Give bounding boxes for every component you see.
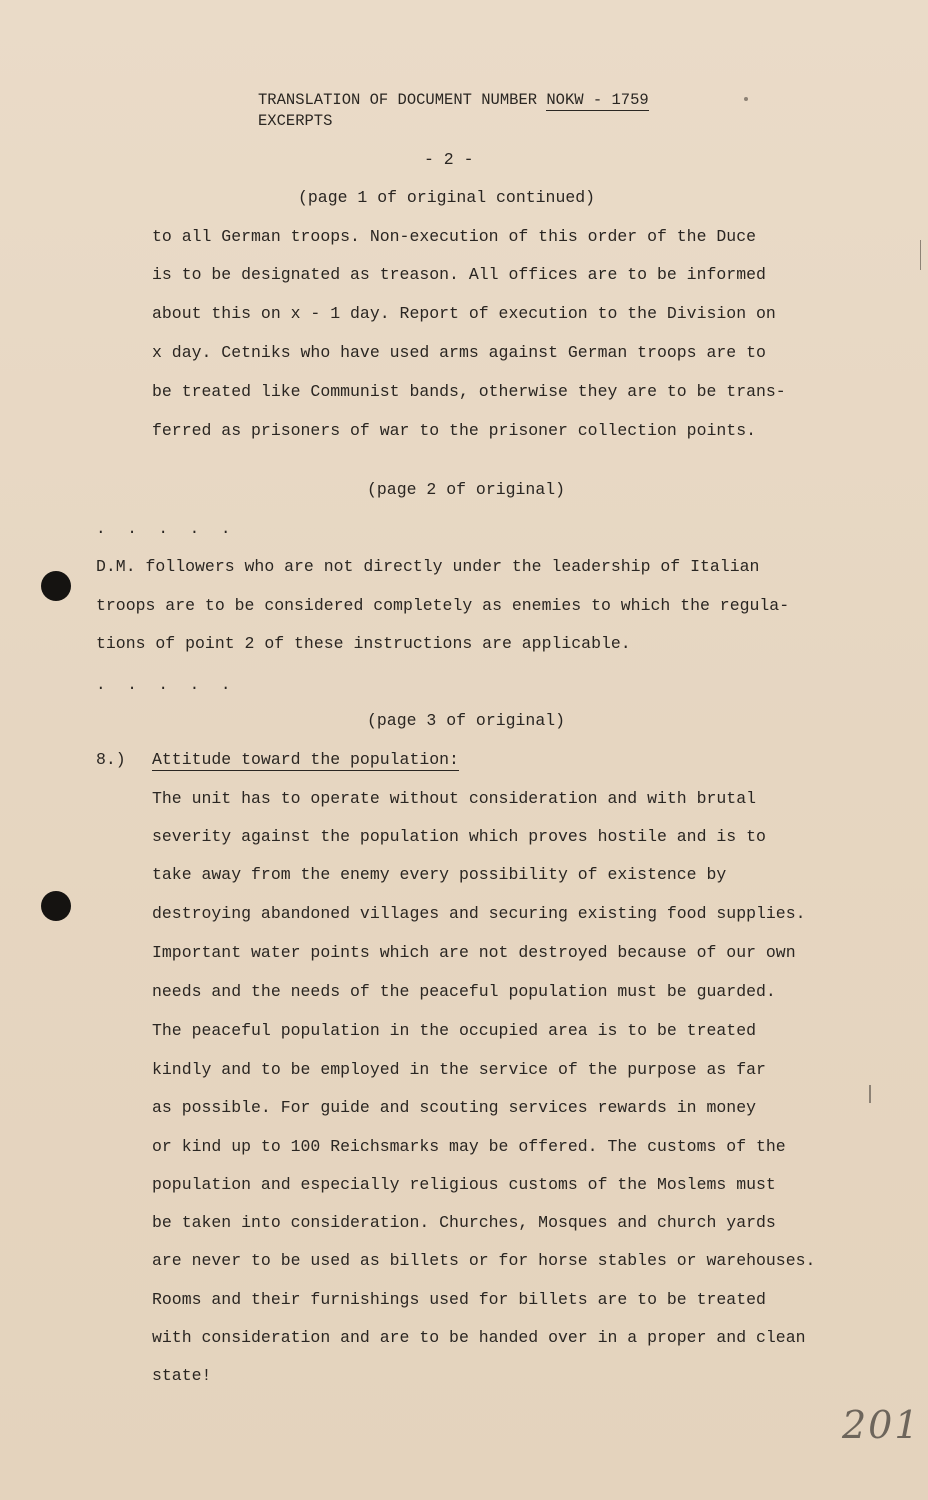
ellipsis-marker: . . . . . bbox=[96, 520, 237, 538]
text-line: population and especially religious customs of the Moslems must bbox=[152, 1175, 776, 1194]
text-line: tions of point 2 of these instructions are applicable. bbox=[96, 634, 631, 653]
text-line: as possible. For guide and scouting services rewards in money bbox=[152, 1098, 756, 1117]
text-line: ferred as prisoners of war to the prisoner collection points. bbox=[152, 421, 756, 440]
text-line: The unit has to operate without consideration and with brutal bbox=[152, 789, 756, 808]
text-line: or kind up to 100 Reichsmarks may be offered. The customs of the bbox=[152, 1137, 786, 1156]
text-line: kindly and to be employed in the service of the purpose as far bbox=[152, 1060, 766, 1079]
text-line: troops are to be considered completely as enemies to which the regula- bbox=[96, 596, 790, 615]
text-line: Rooms and their furnishings used for billets are to be treated bbox=[152, 1290, 766, 1309]
text-line: destroying abandoned villages and securing existing food supplies. bbox=[152, 904, 806, 923]
ink-mark bbox=[869, 1085, 871, 1103]
text-line: x day. Cetniks who have used arms against German troops are to bbox=[152, 343, 766, 362]
text-line: severity against the population which proves hostile and is to bbox=[152, 827, 766, 846]
text-line: needs and the needs of the peaceful population must be guarded. bbox=[152, 982, 776, 1001]
header-line-1 bbox=[258, 91, 649, 109]
section-heading: (page 2 of original) bbox=[367, 480, 566, 499]
punch-hole-bottom bbox=[41, 891, 71, 921]
ink-mark bbox=[920, 240, 921, 270]
document-number: NOKW - 1759 bbox=[546, 91, 649, 109]
text-line: are never to be used as billets or for horse stables or warehouses. bbox=[152, 1251, 816, 1270]
item-title-text: Attitude toward the population: bbox=[152, 750, 459, 769]
text-line: be treated like Communist bands, otherwise they are to be trans- bbox=[152, 382, 786, 401]
punch-hole-top bbox=[41, 571, 71, 601]
text-line: be taken into consideration. Churches, Mosques and church yards bbox=[152, 1213, 776, 1232]
header-excerpts: EXCERPTS bbox=[258, 112, 333, 130]
text-line: with consideration and are to be handed over in a proper and clean bbox=[152, 1328, 806, 1347]
page-number: - 2 - bbox=[424, 150, 474, 169]
text-line: is to be designated as treason. All offices are to be informed bbox=[152, 265, 766, 284]
text-line: take away from the enemy every possibility of existence by bbox=[152, 865, 727, 884]
ellipsis-marker: . . . . . bbox=[96, 676, 237, 694]
ink-speck bbox=[744, 97, 748, 101]
text-line: The peaceful population in the occupied area is to be treated bbox=[152, 1021, 756, 1040]
item-number: 8.) bbox=[96, 750, 126, 769]
text-line: Important water points which are not destroyed because of our own bbox=[152, 943, 796, 962]
section-heading: (page 3 of original) bbox=[367, 711, 566, 730]
handwritten-page-number: 201 bbox=[842, 1403, 921, 1447]
item-title bbox=[152, 750, 459, 769]
header-title: TRANSLATION OF DOCUMENT NUMBER bbox=[258, 91, 538, 109]
text-line: about this on x - 1 day. Report of execution to the Division on bbox=[152, 304, 776, 323]
text-line: to all German troops. Non-execution of this order of the Duce bbox=[152, 227, 756, 246]
text-line: state! bbox=[152, 1366, 212, 1385]
text-line: D.M. followers who are not directly under the leadership of Italian bbox=[96, 557, 760, 576]
section-heading: (page 1 of original continued) bbox=[298, 188, 596, 207]
